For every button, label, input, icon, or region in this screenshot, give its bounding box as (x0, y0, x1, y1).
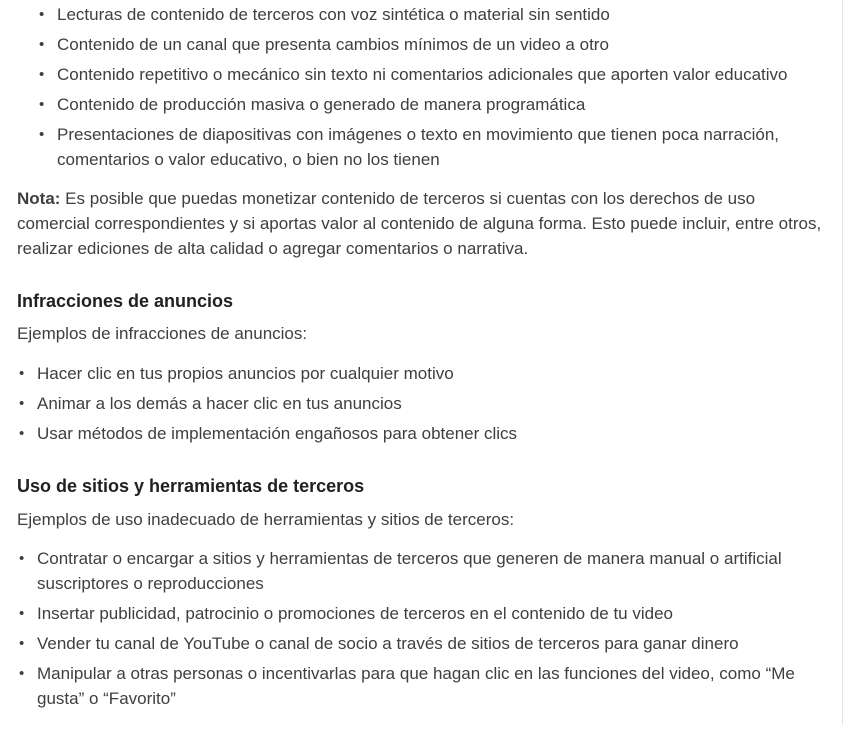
list-item-text: Contenido repetitivo o mecánico sin texto ni comentarios adicionales que aporten valor educativo (57, 65, 788, 84)
list-item (0, 62, 842, 87)
ads-violations-intro: Ejemplos de infracciones de anuncios: (17, 324, 308, 343)
list-item-text: Vender tu canal de YouTube o canal de socio a través de sitios de terceros para ganar dinero (37, 634, 739, 653)
list-item (0, 601, 842, 626)
note-paragraph (17, 186, 832, 261)
list-item-text: Insertar publicidad, patrocinio o promociones de terceros en el contenido de tu video (37, 604, 673, 623)
bullet-icon: • (19, 425, 25, 442)
list-item (0, 546, 842, 596)
bullet-icon: • (19, 550, 25, 567)
list-item (0, 661, 842, 711)
bullet-icon: • (39, 36, 45, 53)
note-text: Es posible que puedas monetizar contenido de terceros si cuentas con los derechos de uso comercial correspondientes y si aportas valor al contenido de alguna forma. Esto puede incluir, entre otros, realizar ediciones de alta calidad o agregar comentarios o narrativa. (17, 189, 822, 258)
ads-violations-list (0, 361, 842, 451)
bullet-icon: • (19, 605, 25, 622)
content-right-border (842, 0, 843, 725)
list-item (0, 421, 842, 446)
third-party-content-examples-list (0, 2, 842, 177)
bullet-icon: • (19, 635, 25, 652)
list-item-text: Lecturas de contenido de terceros con voz sintética o material sin sentido (57, 5, 610, 24)
list-item-text: Usar métodos de implementación engañosos para obtener clics (37, 424, 518, 443)
bullet-icon: • (39, 96, 45, 113)
list-item (0, 92, 842, 117)
third-party-tools-heading: Uso de sitios y herramientas de terceros (17, 476, 365, 496)
bullet-icon: • (39, 6, 45, 23)
bullet-icon: • (19, 365, 25, 382)
list-item (0, 391, 842, 416)
bullet-icon: • (39, 126, 45, 143)
list-item (0, 631, 842, 656)
list-item (0, 2, 842, 27)
list-item-text: Hacer clic en tus propios anuncios por cualquier motivo (37, 364, 454, 383)
list-item-text: Contenido de un canal que presenta cambios mínimos de un video a otro (57, 35, 609, 54)
bullet-icon: • (19, 395, 25, 412)
list-item-text: Presentaciones de diapositivas con imágenes o texto en movimiento que tienen poca narración, comentarios o valor educativo, o bien no los tienen (57, 125, 779, 169)
list-item-text: Animar a los demás a hacer clic en tus anuncios (37, 394, 402, 413)
list-item (0, 122, 842, 172)
note-label: Nota: (17, 189, 61, 208)
bullet-icon: • (39, 66, 45, 83)
list-item-text: Contenido de producción masiva o generado de manera programática (57, 95, 586, 114)
list-item-text: Contratar o encargar a sitios y herramientas de terceros que generen de manera manual o artificial suscriptores o reproducciones (37, 549, 782, 593)
list-item-text: Manipular a otras personas o incentivarlas para que hagan clic en las funciones del video, como “Me gusta” o “Favorito” (37, 664, 795, 708)
list-item (0, 32, 842, 57)
bullet-icon: • (19, 665, 25, 682)
third-party-tools-list (0, 546, 842, 716)
third-party-tools-intro: Ejemplos de uso inadecuado de herramientas y sitios de terceros: (17, 510, 515, 529)
list-item (0, 361, 842, 386)
ads-violations-heading: Infracciones de anuncios (17, 291, 234, 311)
